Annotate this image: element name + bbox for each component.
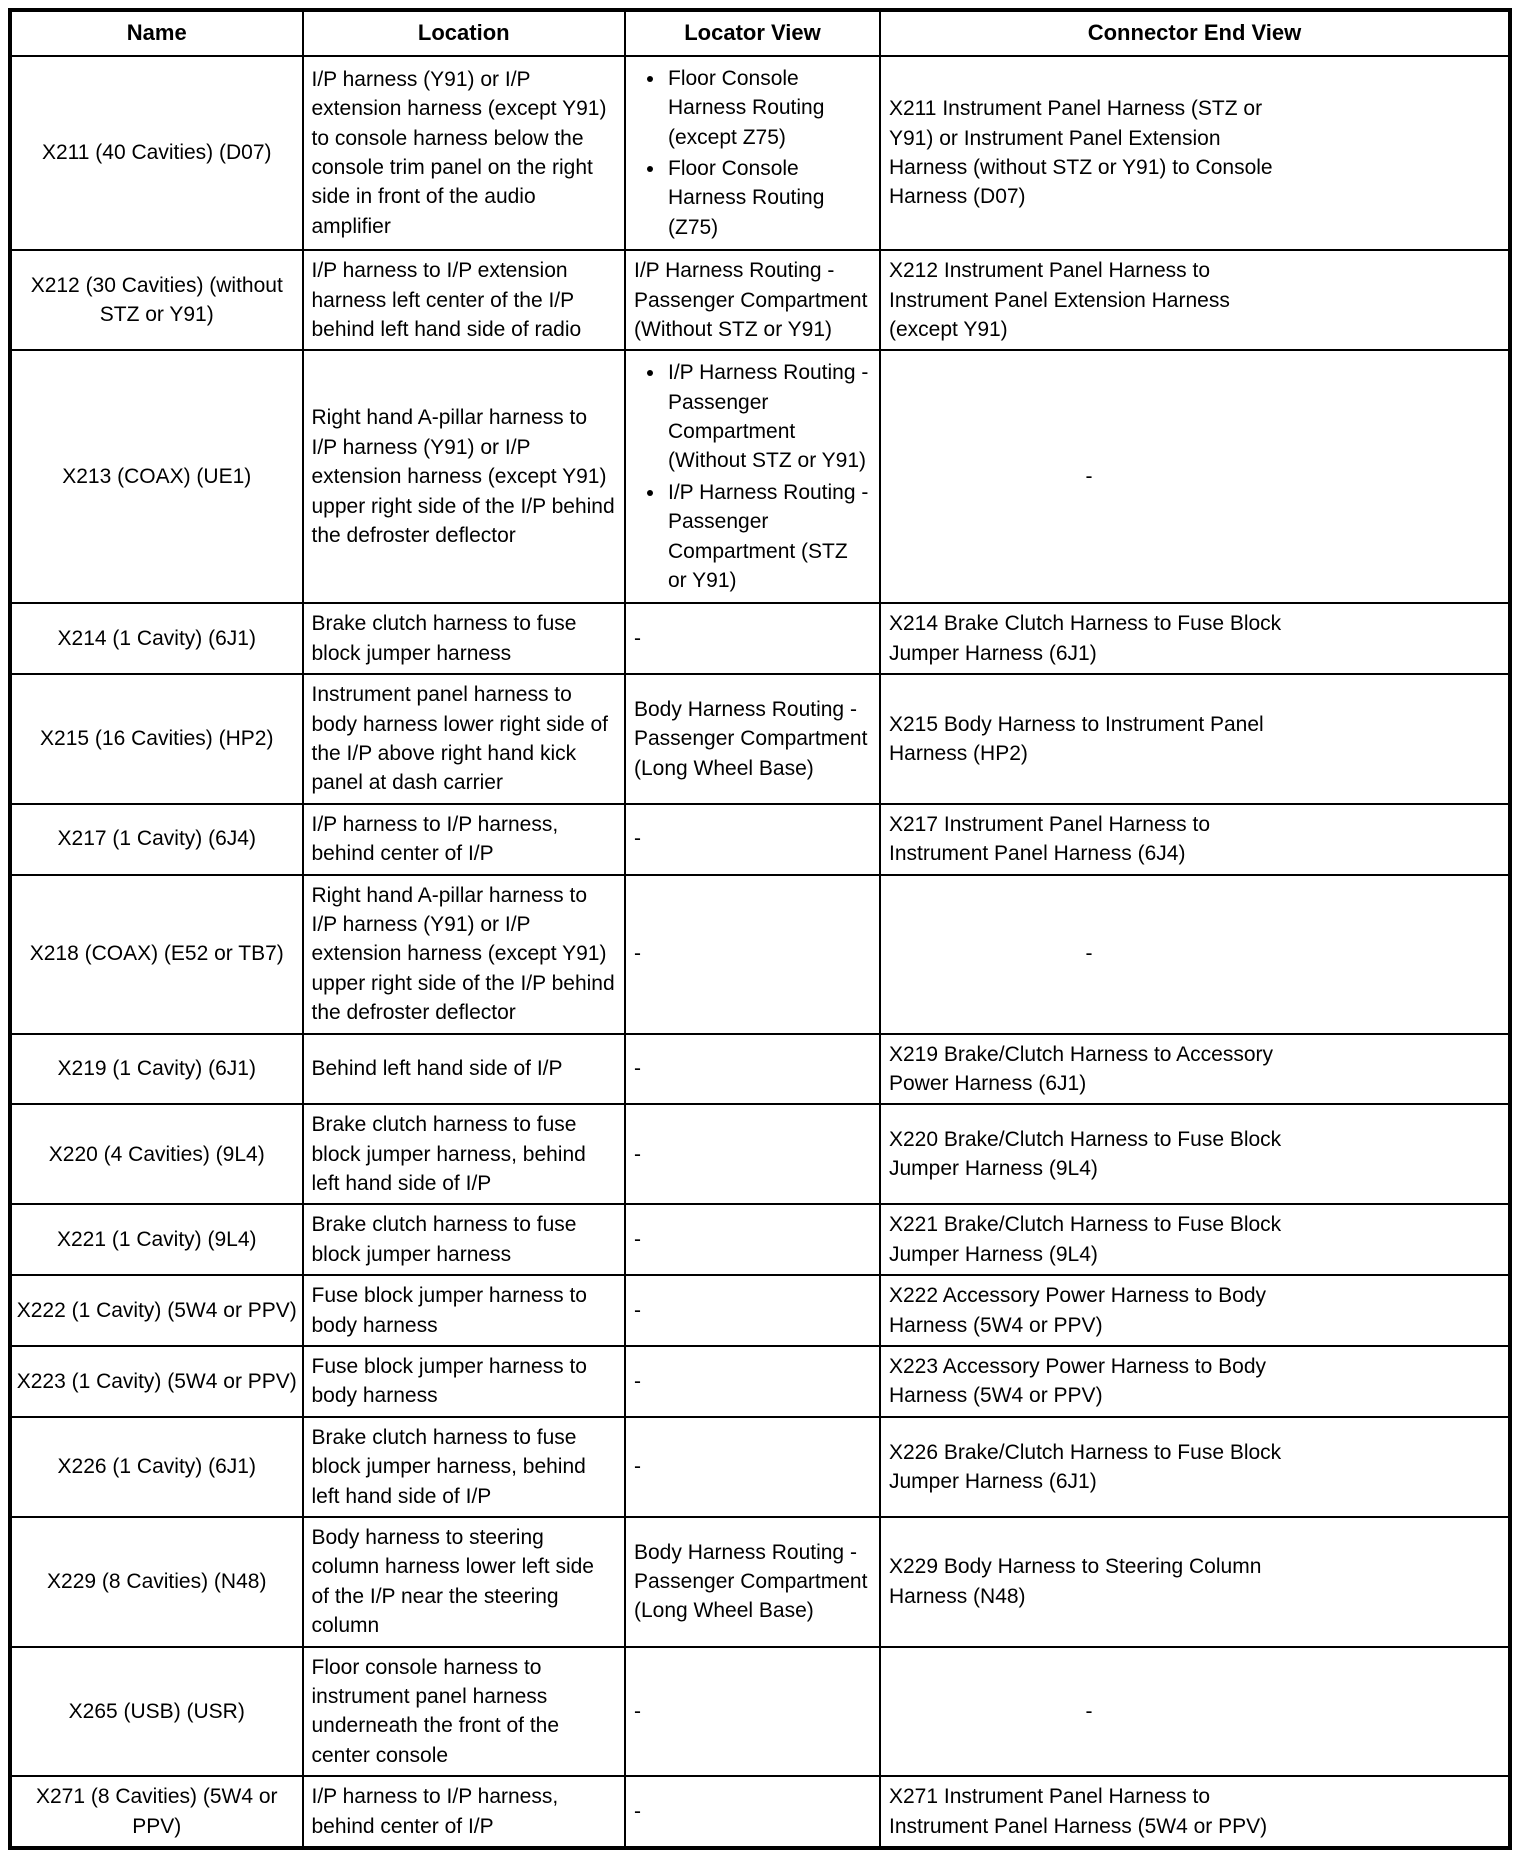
locator-view-cell: - <box>625 603 880 674</box>
table-row <box>10 1776 1510 1848</box>
column-header-connector-end-view: Connector End View <box>880 10 1510 56</box>
location-cell: Instrument panel harness to body harness lower right side of the I/P above right hand kick panel at dash carrier <box>303 674 626 804</box>
location-cell: Body harness to steering column harness lower left side of the I/P near the steering column <box>303 1517 626 1647</box>
connector-name-cell: X226 (1 Cavity) (6J1) <box>10 1417 303 1517</box>
location-cell: Brake clutch harness to fuse block jumper harness <box>303 603 626 674</box>
locator-view-cell: Body Harness Routing - Passenger Compartment (Long Wheel Base) <box>625 674 880 804</box>
locator-view-bullet-list <box>634 358 871 595</box>
locator-view-cell: - <box>625 1647 880 1777</box>
location-cell: Right hand A-pillar harness to I/P harness (Y91) or I/P extension harness (except Y91) upper right side of the I/P behind the defroster deflector <box>303 875 626 1034</box>
connector-end-view-text: X222 Accessory Power Harness to Body Harness (5W4 or PPV) <box>889 1284 1267 1337</box>
location-cell: Fuse block jumper harness to body harness <box>303 1346 626 1417</box>
header-row <box>10 10 1510 56</box>
connector-name-cell: X211 (40 Cavities) (D07) <box>10 56 303 250</box>
table-row <box>10 875 1510 1034</box>
connector-end-view-cell <box>880 350 1510 603</box>
connector-end-view-cell <box>880 1104 1510 1204</box>
connector-end-view-cell <box>880 1417 1510 1517</box>
connector-end-view-cell <box>880 674 1510 804</box>
locator-view-cell <box>625 56 880 250</box>
connector-end-view-cell <box>880 804 1510 875</box>
location-cell: Brake clutch harness to fuse block jumper harness, behind left hand side of I/P <box>303 1417 626 1517</box>
connector-end-view-text: X220 Brake/Clutch Harness to Fuse Block Jumper Harness (9L4) <box>889 1127 1282 1181</box>
connector-name-cell: X271 (8 Cavities) (5W4 or PPV) <box>10 1776 303 1848</box>
locator-view-bullet-item: • Floor Console Harness Routing (Z75) <box>666 154 871 242</box>
location-cell: Brake clutch harness to fuse block jumper harness <box>303 1204 626 1275</box>
connector-name-cell: X219 (1 Cavity) (6J1) <box>10 1034 303 1105</box>
location-cell: Right hand A-pillar harness to I/P harness (Y91) or I/P extension harness (except Y91) upper right side of the I/P behind the defroster deflector <box>303 350 626 603</box>
locator-view-cell: Body Harness Routing - Passenger Compartment (Long Wheel Base) <box>625 1517 880 1647</box>
connector-name-cell: X214 (1 Cavity) (6J1) <box>10 603 303 674</box>
locator-view-cell: - <box>625 875 880 1034</box>
column-header-location: Location <box>303 10 626 56</box>
connector-end-view-text: - <box>1085 1699 1093 1723</box>
table-row <box>10 674 1510 804</box>
table-row <box>10 1346 1510 1417</box>
connector-end-view-cell <box>880 603 1510 674</box>
table-row <box>10 1647 1510 1777</box>
locator-view-cell: - <box>625 1034 880 1105</box>
connector-name-cell: X223 (1 Cavity) (5W4 or PPV) <box>10 1346 303 1417</box>
connector-end-view-text: X214 Brake Clutch Harness to Fuse Block Jumper Harness (6J1) <box>889 612 1282 665</box>
locator-view-cell: - <box>625 1275 880 1346</box>
connector-name-cell: X218 (COAX) (E52 or TB7) <box>10 875 303 1034</box>
column-header-name: Name <box>10 10 303 56</box>
locator-view-cell: - <box>625 1417 880 1517</box>
table-row <box>10 56 1510 250</box>
location-cell: Behind left hand side of I/P <box>303 1034 626 1105</box>
connector-name-cell: X212 (30 Cavities) (without STZ or Y91) <box>10 250 303 350</box>
location-cell: I/P harness to I/P harness, behind center of I/P <box>303 804 626 875</box>
table-row <box>10 1104 1510 1204</box>
location-cell: Brake clutch harness to fuse block jumper harness, behind left hand side of I/P <box>303 1104 626 1204</box>
locator-view-bullet-item: • I/P Harness Routing - Passenger Compartment (Without STZ or Y91) <box>666 358 871 476</box>
location-cell: I/P harness (Y91) or I/P extension harness (except Y91) to console harness below the console trim panel on the right side in front of the audio amplifier <box>303 56 626 250</box>
connector-end-view-text: X226 Brake/Clutch Harness to Fuse Block Jumper Harness (6J1) <box>889 1440 1282 1493</box>
table-row <box>10 350 1510 603</box>
table-row <box>10 804 1510 875</box>
locator-view-cell: - <box>625 1204 880 1275</box>
locator-view-cell: - <box>625 1776 880 1848</box>
connector-end-view-cell <box>880 56 1510 250</box>
table-row <box>10 1517 1510 1647</box>
table-row <box>10 250 1510 350</box>
connector-end-view-cell <box>880 1776 1510 1848</box>
connector-end-view-text: - <box>1085 465 1093 489</box>
location-cell: Fuse block jumper harness to body harness <box>303 1275 626 1346</box>
connector-name-cell: X213 (COAX) (UE1) <box>10 350 303 603</box>
connector-end-view-text: X229 Body Harness to Steering Column Harness (N48) <box>889 1555 1262 1608</box>
locator-view-cell: - <box>625 1346 880 1417</box>
table-row <box>10 1417 1510 1517</box>
locator-view-cell: I/P Harness Routing - Passenger Compartment (Without STZ or Y91) <box>625 250 880 350</box>
connector-end-view-cell <box>880 1517 1510 1647</box>
connector-end-view-cell <box>880 1647 1510 1777</box>
table-row <box>10 1275 1510 1346</box>
table-row <box>10 603 1510 674</box>
table-row <box>10 1204 1510 1275</box>
location-cell: I/P harness to I/P extension harness left center of the I/P behind left hand side of radio <box>303 250 626 350</box>
locator-view-bullet-list <box>634 64 871 242</box>
connector-end-view-cell <box>880 250 1510 350</box>
connector-end-view-text: X212 Instrument Panel Harness to Instrument Panel Extension Harness (except Y91) <box>889 259 1230 341</box>
locator-view-bullet-item: • I/P Harness Routing - Passenger Compartment (STZ or Y91) <box>666 478 871 596</box>
connector-end-view-cell <box>880 875 1510 1034</box>
connector-name-cell: X265 (USB) (USR) <box>10 1647 303 1777</box>
connector-name-cell: X217 (1 Cavity) (6J4) <box>10 804 303 875</box>
connector-table <box>8 8 1512 1850</box>
connector-name-cell: X215 (16 Cavities) (HP2) <box>10 674 303 804</box>
location-cell: I/P harness to I/P harness, behind center of I/P <box>303 1776 626 1848</box>
locator-view-cell <box>625 350 880 603</box>
table-body <box>10 56 1510 1848</box>
connector-name-cell: X229 (8 Cavities) (N48) <box>10 1517 303 1647</box>
connector-end-view-cell <box>880 1204 1510 1275</box>
locator-view-bullet-item: • Floor Console Harness Routing (except Z75) <box>666 64 871 152</box>
connector-end-view-cell <box>880 1275 1510 1346</box>
connector-name-cell: X222 (1 Cavity) (5W4 or PPV) <box>10 1275 303 1346</box>
connector-end-view-text: X223 Accessory Power Harness to Body Harness (5W4 or PPV) <box>889 1355 1267 1408</box>
locator-view-cell: - <box>625 804 880 875</box>
connector-end-view-cell <box>880 1034 1510 1105</box>
table-row <box>10 1034 1510 1105</box>
location-cell: Floor console harness to instrument panel harness underneath the front of the center console <box>303 1647 626 1777</box>
connector-end-view-cell <box>880 1346 1510 1417</box>
table-header <box>10 10 1510 56</box>
column-header-locator-view: Locator View <box>625 10 880 56</box>
connector-name-cell: X221 (1 Cavity) (9L4) <box>10 1204 303 1275</box>
connector-end-view-text: X219 Brake/Clutch Harness to Accessory Power Harness (6J1) <box>889 1042 1274 1095</box>
connector-name-cell: X220 (4 Cavities) (9L4) <box>10 1104 303 1204</box>
connector-end-view-text: X211 Instrument Panel Harness (STZ or Y91) or Instrument Panel Extension Harness (without STZ or Y91) to Console Harness (D07) <box>889 97 1273 209</box>
connector-end-view-text: X221 Brake/Clutch Harness to Fuse Block Jumper Harness (9L4) <box>889 1213 1282 1266</box>
connector-end-view-text: - <box>1085 942 1093 966</box>
connector-end-view-text: X217 Instrument Panel Harness to Instrument Panel Harness (6J4) <box>889 812 1211 866</box>
connector-end-view-text: X215 Body Harness to Instrument Panel Harness (HP2) <box>889 712 1264 765</box>
connector-end-view-text: X271 Instrument Panel Harness to Instrument Panel Harness (5W4 or PPV) <box>889 1785 1268 1838</box>
locator-view-cell: - <box>625 1104 880 1204</box>
